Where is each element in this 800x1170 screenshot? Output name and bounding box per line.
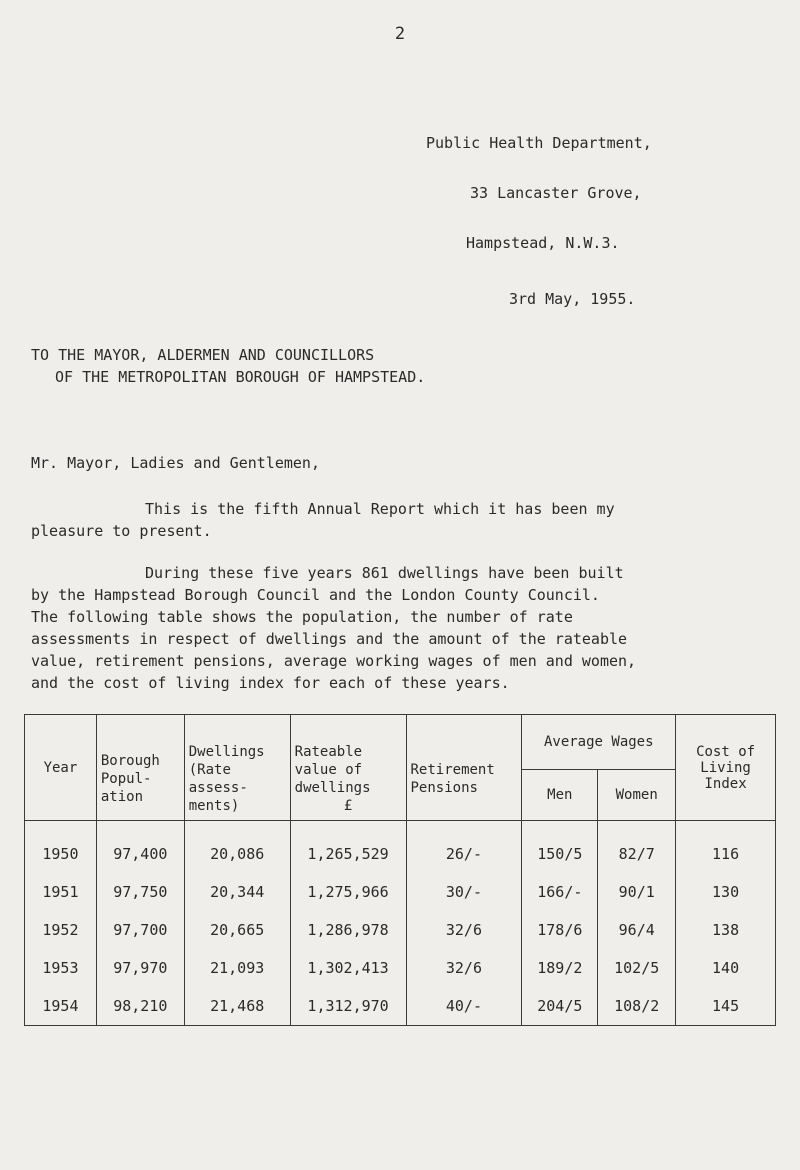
table-row xyxy=(25,873,776,911)
page-number: 2 xyxy=(394,24,406,44)
addressee-block xyxy=(31,344,425,388)
header-population: Borough Popul- ation xyxy=(96,715,184,821)
paragraph-line: assessments in respect of dwellings and the amount of the rateable xyxy=(31,630,628,648)
cell-year: 1951 xyxy=(25,873,97,911)
paragraph-line: This is the fifth Annual Report which it has been my xyxy=(145,500,615,518)
header-men: Men xyxy=(522,770,598,821)
cell-rateable: 1,265,529 xyxy=(290,821,406,874)
cell-pensions: 40/- xyxy=(406,987,522,1026)
cell-men: 189/2 xyxy=(522,949,598,987)
cell-cost: 130 xyxy=(676,873,776,911)
cell-rateable: 1,275,966 xyxy=(290,873,406,911)
cell-men: 150/5 xyxy=(522,821,598,874)
cell-pensions: 32/6 xyxy=(406,949,522,987)
cell-year: 1953 xyxy=(25,949,97,987)
cell-population: 97,750 xyxy=(96,873,184,911)
cell-rateable: 1,286,978 xyxy=(290,911,406,949)
cell-year: 1954 xyxy=(25,987,97,1026)
cell-dwellings: 20,665 xyxy=(184,911,290,949)
greeting: Mr. Mayor, Ladies and Gentlemen, xyxy=(31,454,320,472)
cell-cost: 138 xyxy=(676,911,776,949)
header-rateable-value: Rateable value of dwellings £ xyxy=(290,715,406,821)
cell-cost: 116 xyxy=(676,821,776,874)
cell-men: 204/5 xyxy=(522,987,598,1026)
address-line-street: 33 Lancaster Grove, xyxy=(470,184,642,202)
addressee-line: TO THE MAYOR, ALDERMEN AND COUNCILLORS xyxy=(31,346,375,364)
header-cost-of-living: Cost of Living Index xyxy=(676,715,776,821)
paragraph-line: The following table shows the population, the number of rate xyxy=(31,608,573,626)
address-line-district: Hampstead, N.W.3. xyxy=(466,234,620,252)
cell-women: 82/7 xyxy=(598,821,676,874)
cell-women: 96/4 xyxy=(598,911,676,949)
statistics-table xyxy=(24,714,776,1026)
table-row xyxy=(25,987,776,1026)
cell-women: 108/2 xyxy=(598,987,676,1026)
cell-men: 166/- xyxy=(522,873,598,911)
cell-rateable: 1,312,970 xyxy=(290,987,406,1026)
cell-pensions: 30/- xyxy=(406,873,522,911)
paragraph-line: value, retirement pensions, average working wages of men and women, xyxy=(31,652,637,670)
cell-cost: 145 xyxy=(676,987,776,1026)
table-row xyxy=(25,821,776,874)
header-year: Year xyxy=(25,715,97,821)
address-line-department: Public Health Department, xyxy=(426,134,652,152)
header-average-wages: Average Wages xyxy=(522,715,676,770)
letter-date: 3rd May, 1955. xyxy=(509,290,636,308)
header-retirement-pensions: Retirement Pensions xyxy=(406,715,522,821)
paragraph-line: and the cost of living index for each of these years. xyxy=(31,674,510,692)
cell-women: 102/5 xyxy=(598,949,676,987)
cell-cost: 140 xyxy=(676,949,776,987)
paragraph-intro xyxy=(31,498,771,542)
header-dwellings: Dwellings (Rate assess- ments) xyxy=(184,715,290,821)
cell-pensions: 32/6 xyxy=(406,911,522,949)
cell-rateable: 1,302,413 xyxy=(290,949,406,987)
paragraph-dwellings xyxy=(31,562,771,694)
cell-year: 1952 xyxy=(25,911,97,949)
paragraph-line: pleasure to present. xyxy=(31,522,212,540)
cell-population: 97,700 xyxy=(96,911,184,949)
cell-pensions: 26/- xyxy=(406,821,522,874)
paragraph-line: by the Hampstead Borough Council and the London County Council. xyxy=(31,586,600,604)
cell-population: 98,210 xyxy=(96,987,184,1026)
cell-men: 178/6 xyxy=(522,911,598,949)
cell-dwellings: 20,086 xyxy=(184,821,290,874)
addressee-line: OF THE METROPOLITAN BOROUGH OF HAMPSTEAD. xyxy=(55,368,426,386)
cell-dwellings: 21,093 xyxy=(184,949,290,987)
cell-women: 90/1 xyxy=(598,873,676,911)
cell-year: 1950 xyxy=(25,821,97,874)
header-women: Women xyxy=(598,770,676,821)
table-row xyxy=(25,949,776,987)
cell-population: 97,400 xyxy=(96,821,184,874)
cell-dwellings: 21,468 xyxy=(184,987,290,1026)
cell-population: 97,970 xyxy=(96,949,184,987)
paragraph-line: During these five years 861 dwellings have been built xyxy=(145,564,624,582)
table-row xyxy=(25,911,776,949)
cell-dwellings: 20,344 xyxy=(184,873,290,911)
